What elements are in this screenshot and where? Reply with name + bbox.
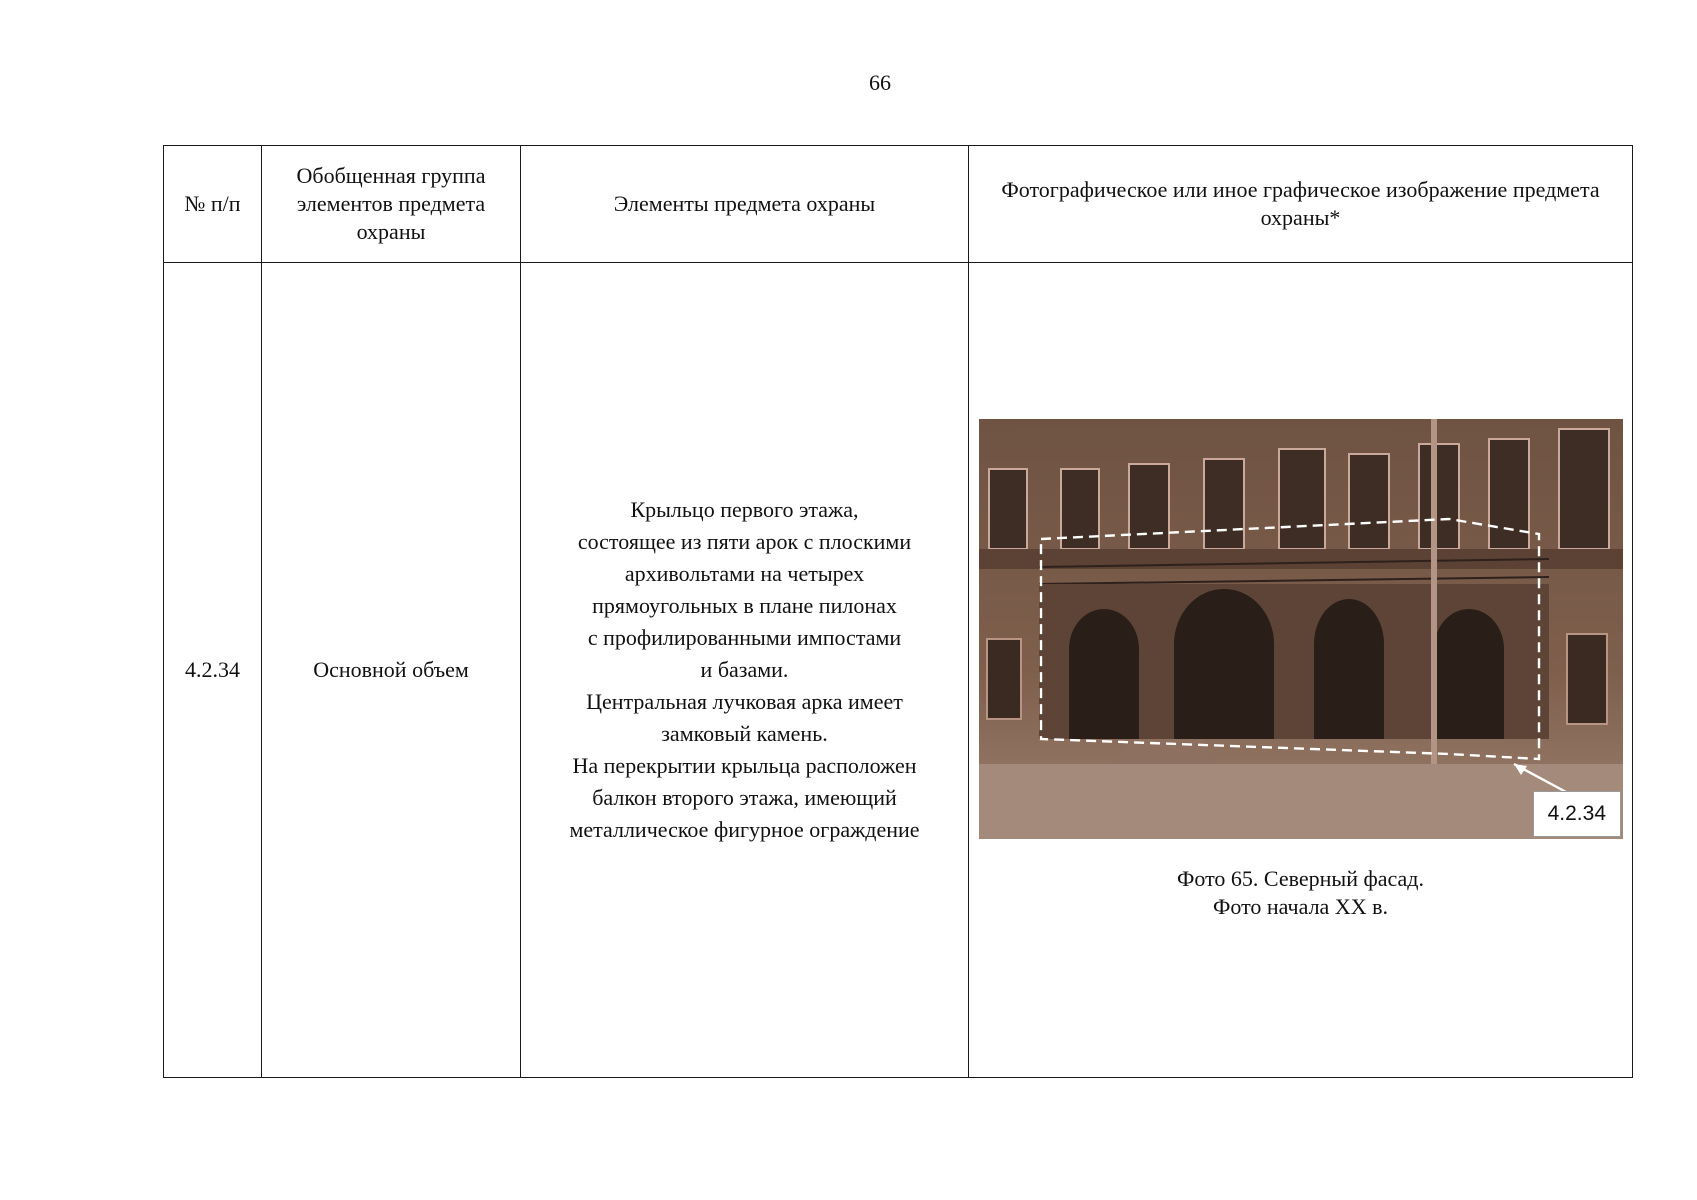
caption-line: Фото 65. Северный фасад. — [1177, 866, 1424, 891]
table-row — [164, 263, 1633, 1078]
elements-line: архивольтами на четырех — [624, 561, 865, 586]
elements-line: металлическое фигурное ограждение — [569, 817, 920, 842]
elements-line: Крыльцо первого этажа, — [630, 497, 859, 522]
facade-photo-image — [979, 419, 1623, 839]
row-protected-elements — [521, 263, 969, 1078]
page-number: 66 — [869, 70, 891, 95]
elements-line: замковый камень. — [661, 721, 828, 746]
header-protected-elements: Элементы предмета охраны — [521, 146, 969, 263]
elements-line: На перекрытии крыльца расположен — [572, 753, 917, 778]
elements-line: с профилированными импостами — [587, 625, 902, 650]
header-number: № п/п — [164, 146, 262, 263]
row-element-group: Основной объем — [262, 263, 521, 1078]
elements-line: состоящее из пяти арок с плоскими — [577, 529, 912, 554]
photo-marker-label: 4.2.34 — [1533, 791, 1621, 837]
row-photo — [969, 263, 1633, 1078]
elements-line: Центральная лучковая арка имеет — [586, 689, 903, 714]
photo-caption — [979, 865, 1622, 921]
elements-line: балкон второго этажа, имеющий — [592, 785, 897, 810]
elements-line: и базами. — [700, 657, 789, 682]
protection-table — [163, 145, 1633, 1078]
header-element-group: Обобщенная группа элементов предмета охраны — [262, 146, 521, 263]
elements-line: прямоугольных в плане пилонах — [592, 593, 897, 618]
facade-photo — [979, 419, 1623, 839]
caption-line: Фото начала XX в. — [1212, 894, 1388, 919]
table-header-row — [164, 146, 1633, 263]
header-photo: Фотографическое или иное графическое изображение предмета охраны* — [969, 146, 1633, 263]
row-number: 4.2.34 — [164, 263, 262, 1078]
